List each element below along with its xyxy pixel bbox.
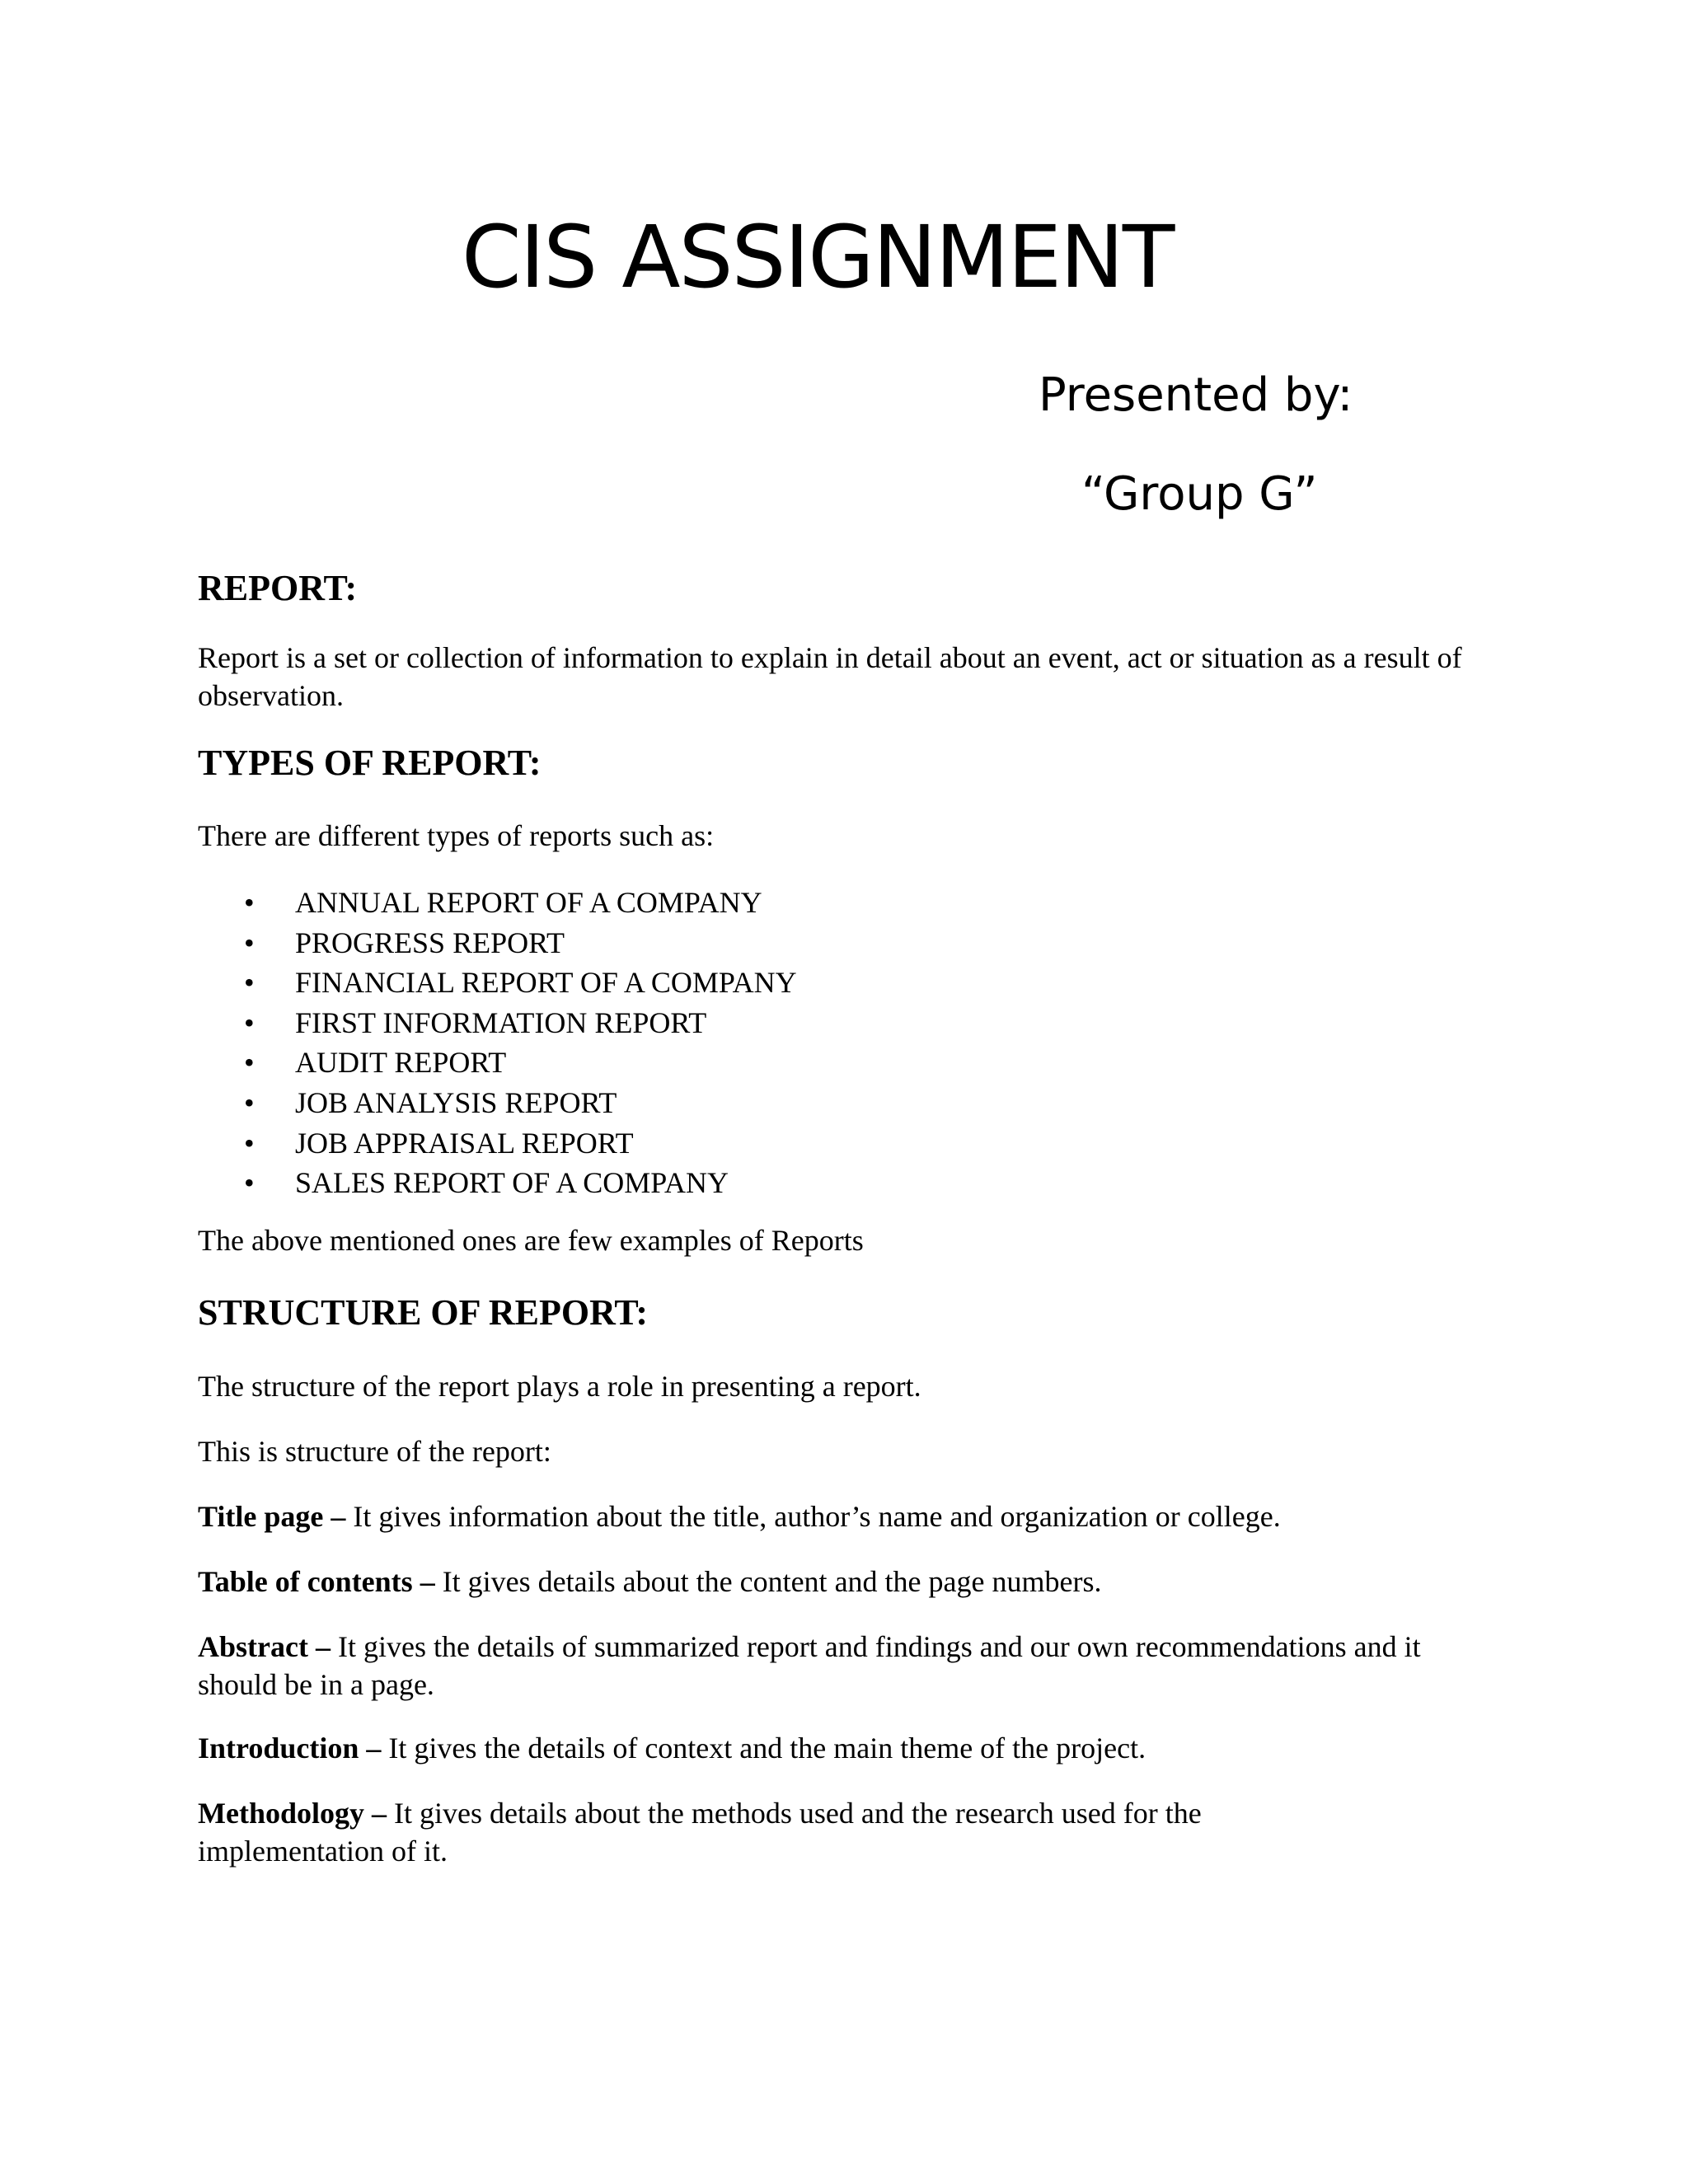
group-name: “Group G”: [1081, 467, 1318, 521]
bullet-icon: •: [244, 1005, 255, 1039]
structure-entry-title-page: [198, 1497, 1281, 1535]
bullet-icon: •: [244, 886, 255, 919]
types-heading: TYPES OF REPORT:: [198, 743, 542, 783]
entry-term: Introduction: [198, 1732, 359, 1765]
entry-description: It gives details about the methods used and the research used for the implementation of it.: [198, 1797, 1202, 1868]
entry-description: It gives information about the title, author’s name and organization or college.: [353, 1500, 1281, 1533]
entry-term: Methodology: [198, 1797, 364, 1830]
entry-description: It gives details about the content and the page numbers.: [442, 1565, 1102, 1598]
list-item-text: JOB APPRAISAL REPORT: [295, 1126, 634, 1160]
structure-entry-abstract: [198, 1628, 1467, 1704]
structure-entry-introduction: [198, 1729, 1146, 1767]
entry-separator: –: [364, 1797, 394, 1830]
structure-entry-table-of-contents: [198, 1563, 1101, 1601]
list-item: [198, 963, 797, 1003]
report-heading: REPORT:: [198, 568, 358, 608]
list-item: [198, 1123, 797, 1164]
bullet-icon: •: [244, 1166, 255, 1200]
list-item: [198, 1003, 797, 1043]
list-item: [198, 883, 797, 923]
bullet-icon: •: [244, 966, 255, 1000]
types-intro: There are different types of reports such as:: [198, 819, 715, 852]
bullet-icon: •: [244, 1126, 255, 1160]
types-outro: The above mentioned ones are few examples of Reports: [198, 1224, 864, 1257]
document-title: CIS ASSIGNMENT: [462, 207, 1174, 307]
entry-separator: –: [307, 1630, 338, 1663]
entry-description: It gives the details of context and the main theme of the project.: [388, 1732, 1146, 1765]
report-definition: Report is a set or collection of information to explain in detail about an event, act or situation as a result of observation.: [198, 641, 1462, 712]
report-types-list: [198, 883, 797, 1203]
entry-term: Abstract: [198, 1630, 308, 1663]
structure-heading: STRUCTURE OF REPORT:: [198, 1292, 649, 1333]
list-item: [198, 1043, 797, 1083]
bullet-icon: •: [244, 1046, 255, 1080]
structure-intro-2: This is structure of the report:: [198, 1435, 551, 1468]
entry-term: Title page: [198, 1500, 324, 1533]
list-item-text: PROGRESS REPORT: [295, 926, 565, 959]
list-item: [198, 923, 797, 963]
structure-intro: The structure of the report plays a role in presenting a report.: [198, 1370, 921, 1403]
list-item-text: SALES REPORT OF A COMPANY: [295, 1166, 729, 1200]
entry-separator: –: [323, 1500, 354, 1533]
bullet-icon: •: [244, 926, 255, 959]
entry-separator: –: [412, 1565, 443, 1598]
structure-entry-methodology: [198, 1794, 1352, 1870]
list-item: [198, 1083, 797, 1123]
list-item-text: JOB ANALYSIS REPORT: [295, 1085, 617, 1119]
presented-by-label: Presented by:: [1039, 368, 1353, 422]
list-item-text: AUDIT REPORT: [295, 1046, 507, 1080]
list-item: [198, 1163, 797, 1203]
bullet-icon: •: [244, 1085, 255, 1119]
list-item-text: ANNUAL REPORT OF A COMPANY: [295, 886, 762, 919]
entry-description: It gives the details of summarized report and findings and our own recommendations and it should be in a page.: [198, 1630, 1421, 1701]
entry-term: Table of contents: [198, 1565, 413, 1598]
list-item-text: FINANCIAL REPORT OF A COMPANY: [295, 966, 797, 1000]
entry-separator: –: [359, 1732, 389, 1765]
list-item-text: FIRST INFORMATION REPORT: [295, 1005, 707, 1039]
